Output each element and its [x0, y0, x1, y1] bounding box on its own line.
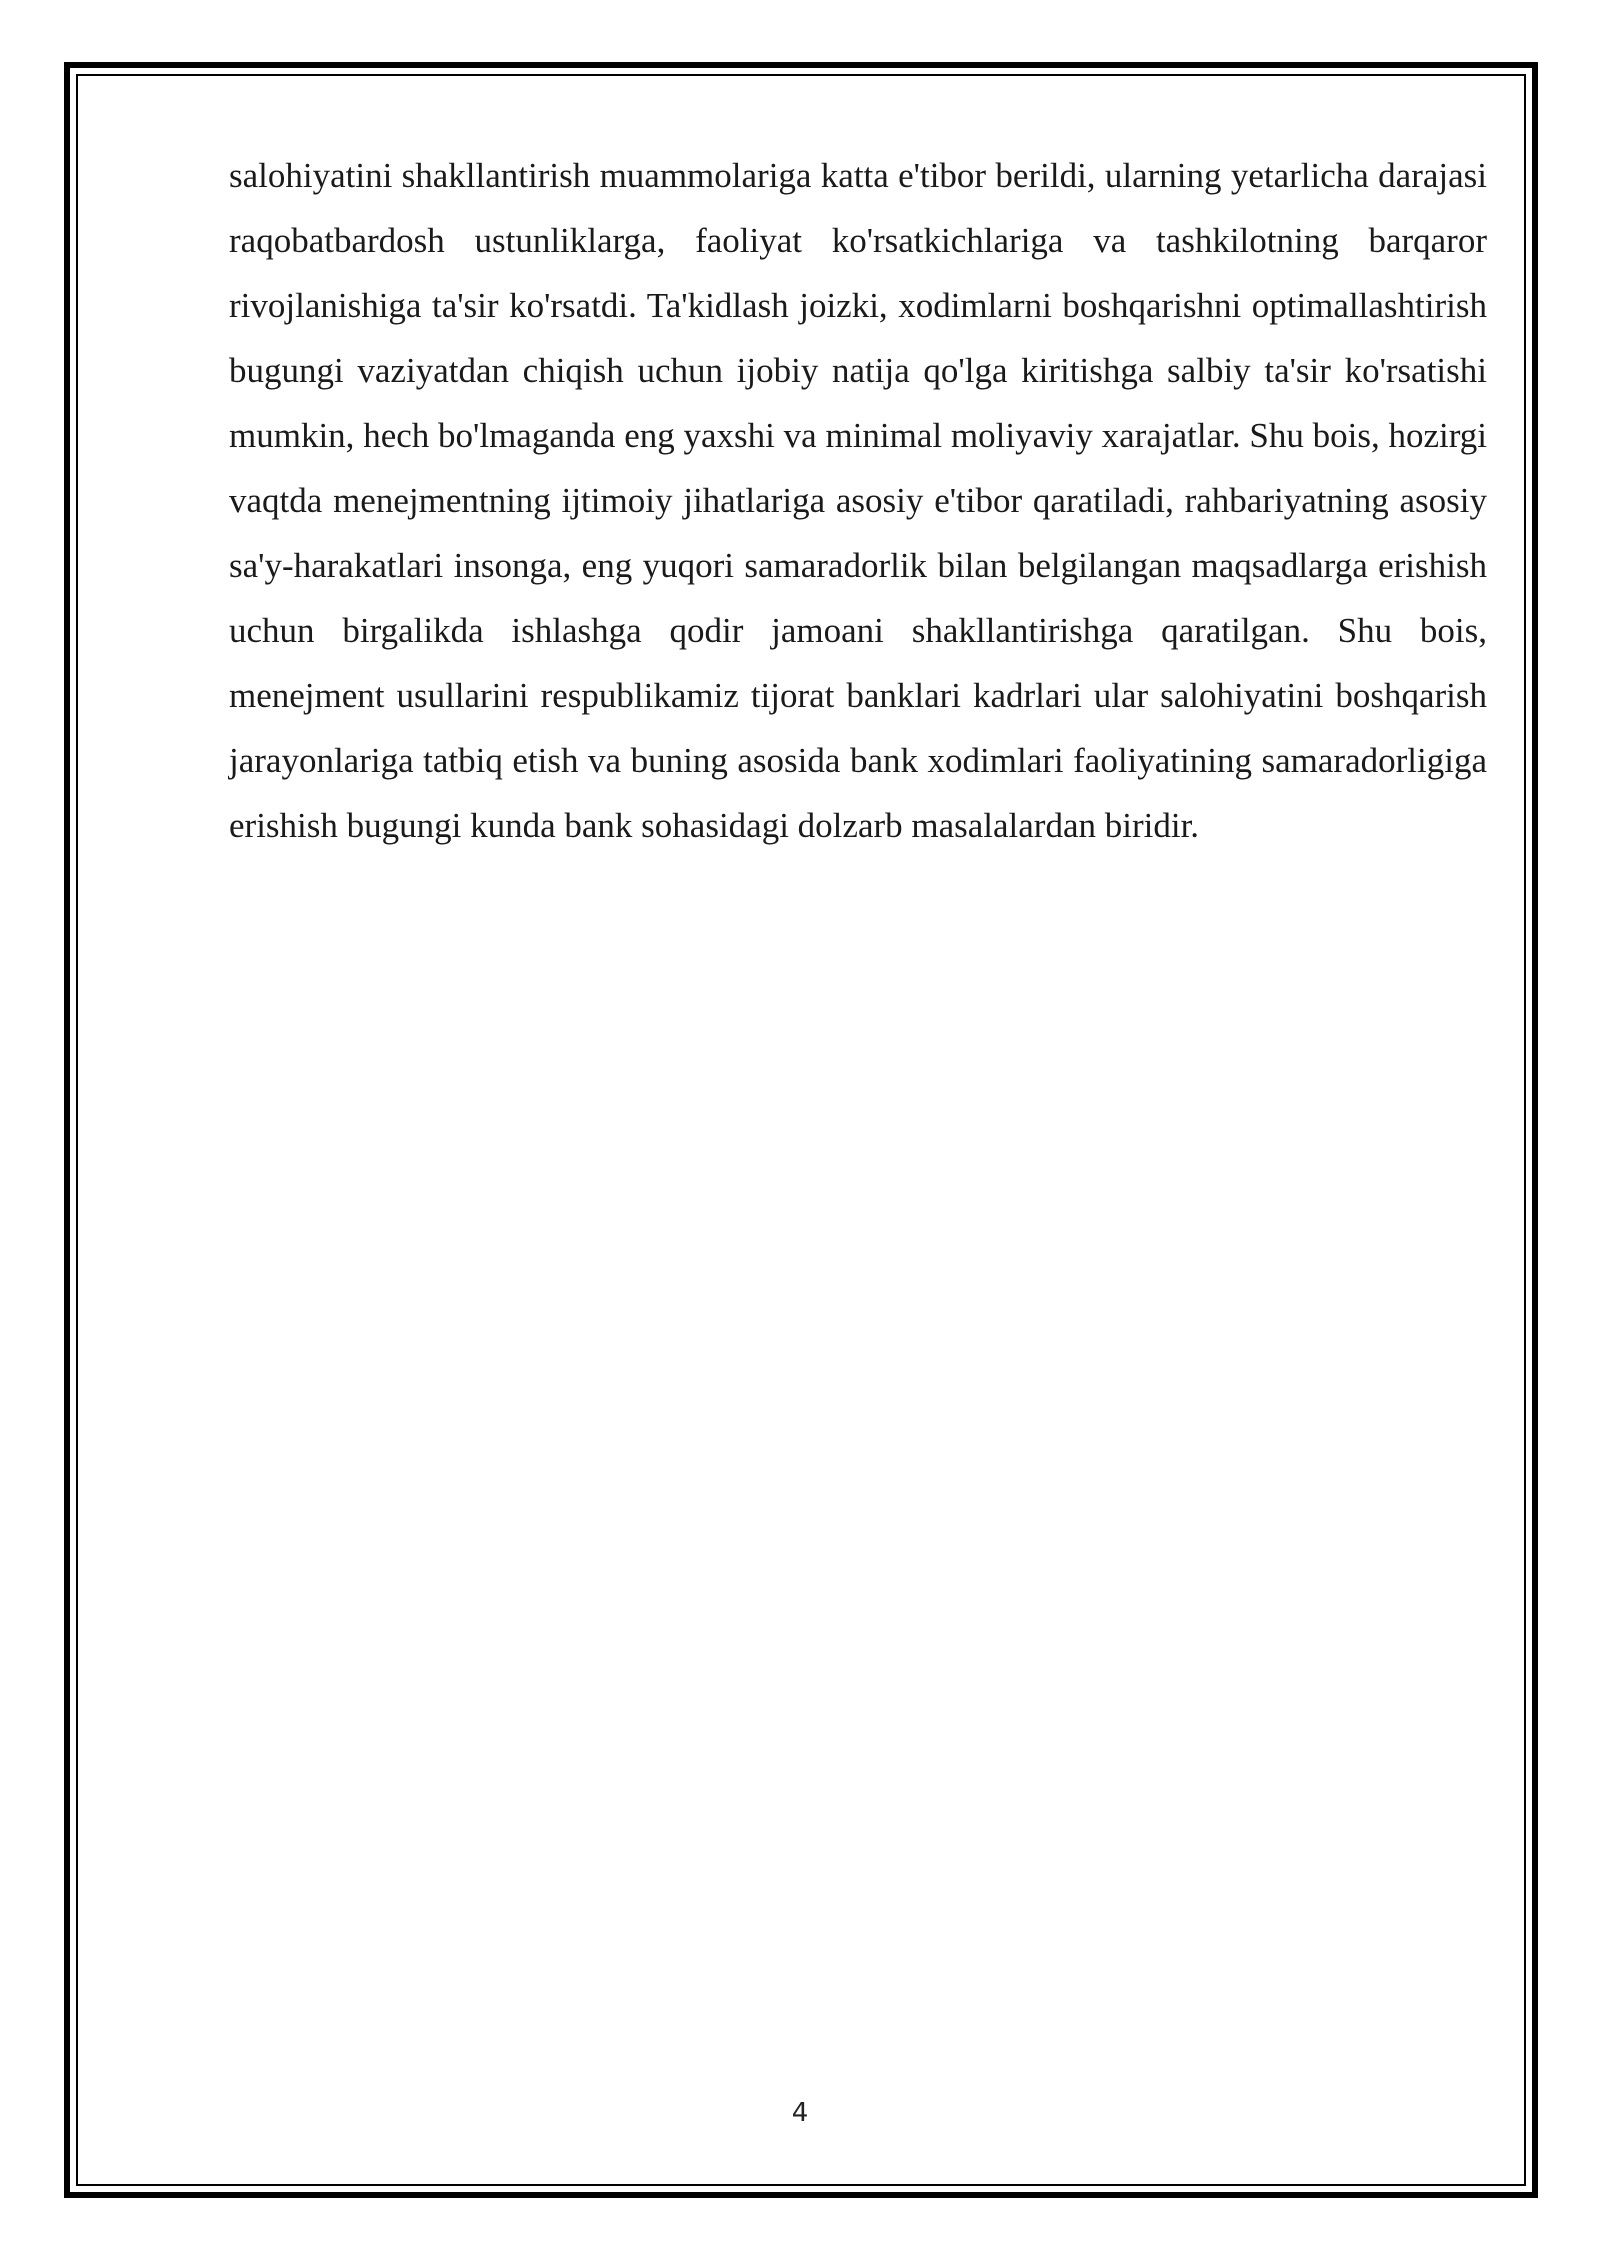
page-number: 4	[791, 2098, 809, 2128]
body-paragraph: salohiyatini shakllantirish muammolariga katta e'tibor berildi, ularning yetarlicha darajasi raqobatbardosh ustunliklarga, faoliyat ko'rsatkichlariga va tashkilotning barqaror rivojlanishiga ta'sir ko'rsatdi. Ta'kidlash joizki, xodimlarni boshqarishni optimallashtirish bugungi vaziyatdan chiqish uchun ijobiy natija qo'lga kiritishga salbiy ta'sir ko'rsatishi mumkin, hech bo'lmaganda eng yaxshi va minimal moliyaviy xarajatlar. Shu bois, hozirgi vaqtda menejmentning ijtimoiy jihatlariga asosiy e'tibor qaratiladi, rahbariyatning asosiy sa'y-harakatlari insonga, eng yuqori samaradorlik bilan belgilangan maqsadlarga erishish uchun birgalikda ishlashga qodir jamoani shakllantirishga qaratilgan. Shu bois, menejment usullarini respublikamiz tijorat banklari kadrlari ular salohiyatini boshqarish jarayonlariga tatbiq etish va buning asosida bank xodimlari faoliyatining samaradorligiga erishish bugungi kunda bank sohasidagi dolzarb masalalardan biridir.	[229, 156, 1487, 845]
